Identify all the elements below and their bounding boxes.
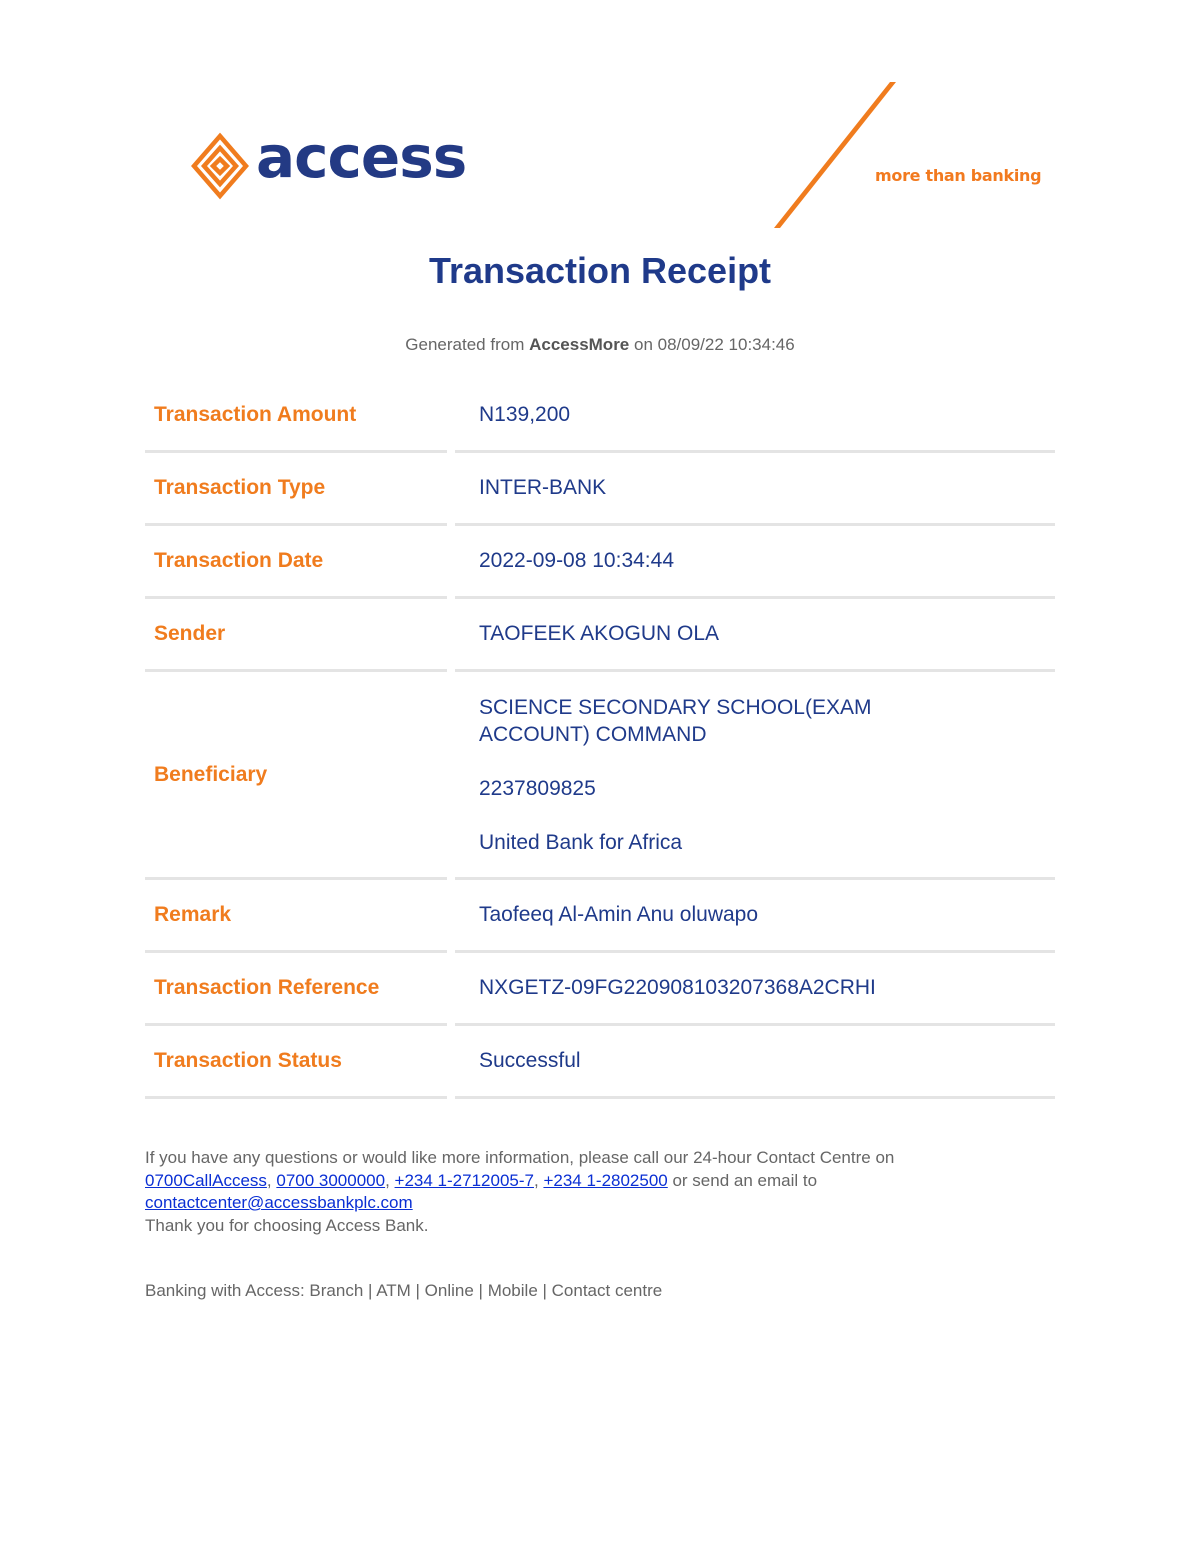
table-row: [145, 380, 1055, 453]
beneficiary-name: SCIENCE SECONDARY SCHOOL(EXAM ACCOUNT) COMMAND: [479, 695, 872, 746]
table-row: [145, 599, 1055, 672]
separator: ,: [385, 1170, 395, 1190]
row-label: Beneficiary: [145, 672, 447, 880]
separator: ,: [266, 1170, 277, 1190]
generated-app: AccessMore: [529, 335, 630, 354]
page-title: Transaction Receipt: [428, 250, 772, 291]
beneficiary-account: 2237809825: [479, 776, 596, 800]
phone-link-2712005[interactable]: +234 1-2712005-7: [394, 1170, 534, 1190]
row-value: TAOFEEK AKOGUN OLA: [455, 599, 1055, 672]
email-intro: or send an email to: [667, 1170, 818, 1190]
row-value: Taofeeq Al-Amin Anu oluwapo: [455, 880, 1055, 953]
contact-note: [145, 1147, 1045, 1237]
brand-tagline: more than banking: [875, 166, 1042, 185]
brand-slash-icon: [770, 80, 900, 230]
row-value: 2022-09-08 10:34:44: [455, 526, 1055, 599]
separator: ,: [533, 1170, 544, 1190]
beneficiary-bank: United Bank for Africa: [479, 830, 683, 854]
generated-line: [0, 335, 1200, 355]
phone-link-callaccess[interactable]: 0700CallAccess: [145, 1170, 267, 1190]
row-label: Transaction Reference: [145, 953, 447, 1026]
table-row: [145, 953, 1055, 1026]
table-row: [145, 1026, 1055, 1099]
row-value: Successful: [455, 1026, 1055, 1099]
table-row: [145, 526, 1055, 599]
receipt-table: [145, 380, 1055, 1099]
thanks-text: Thank you for choosing Access Bank.: [145, 1215, 429, 1235]
table-row: [145, 880, 1055, 953]
generated-prefix: Generated from: [405, 335, 525, 354]
email-link[interactable]: contactcenter@accessbankplc.com: [145, 1193, 413, 1212]
row-value: NXGETZ-09FG220908103207368A2CRHI: [455, 953, 1055, 1026]
table-row: [145, 453, 1055, 526]
access-logo-wordmark: access: [256, 123, 467, 191]
access-logo-icon: [186, 132, 250, 204]
phone-link-0700[interactable]: 0700 3000000: [276, 1170, 386, 1190]
row-label: Transaction Amount: [145, 380, 447, 453]
row-value: N139,200: [455, 380, 1055, 453]
phone-link-2802500[interactable]: +234 1-2802500: [543, 1170, 668, 1190]
contact-intro: If you have any questions or would like more information, please call our 24-hour Contact Centre on: [145, 1148, 895, 1167]
row-label: Remark: [145, 880, 447, 953]
generated-suffix: on 08/09/22 10:34:46: [634, 335, 795, 354]
row-label: Transaction Type: [145, 453, 447, 526]
row-label: Transaction Date: [145, 526, 447, 599]
banking-channels-line: Banking with Access: Branch | ATM | Online | Mobile | Contact centre: [145, 1281, 663, 1300]
table-row-beneficiary: [145, 672, 1055, 880]
beneficiary-details: [455, 672, 1055, 880]
row-label: Transaction Status: [145, 1026, 447, 1099]
row-label: Sender: [145, 599, 447, 672]
row-value: INTER-BANK: [455, 453, 1055, 526]
